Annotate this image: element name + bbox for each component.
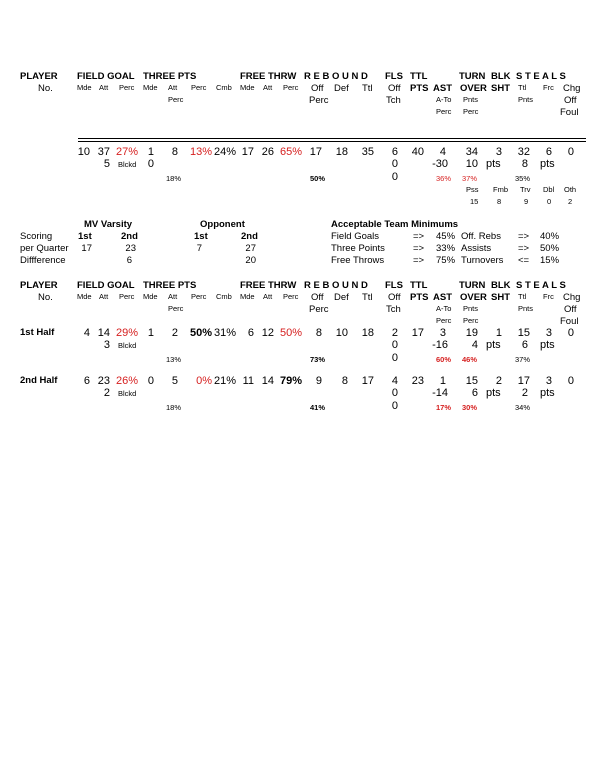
reb-off-perc: 41% [310,403,326,412]
steals-heading: S T E A L S [516,280,566,291]
subheading-ast-to: A-To [436,95,452,104]
minimum-operator: => [413,231,425,242]
turnover-points: 10 [465,158,478,170]
subheading-cmb: Cmb [216,292,232,301]
subheading-mde: Mde [77,292,92,301]
fouls-heading: FLS [385,71,403,82]
assists: 4 [439,146,446,158]
fg-attempts: 23 [97,375,110,387]
subheading-mde: Mde [77,83,92,92]
forced: 6 [545,146,552,158]
charges: 0 [567,375,574,387]
steal-pnts-perc: 37% [515,355,531,364]
blocked-label: Blckd [118,341,137,350]
subheading-att: Att [99,83,109,92]
turnover-points: 6 [471,387,478,399]
half-label: 1st Half [20,327,55,338]
opp-q1: 7 [196,243,202,254]
subheading-ast: AST [433,83,452,94]
minimum-operator: => [413,255,425,266]
steal-points: 8 [521,158,528,170]
minimum-label: Free Throws [331,255,385,266]
field-goal-heading: FIELD GOAL [77,280,135,291]
subheading-def: Def [334,292,349,303]
steal-pnts-perc: 34% [515,403,531,412]
fouls-row2: 0 [391,387,398,399]
subheading-ast-perc: Perc [436,316,452,325]
minimum-operator: => [413,243,425,254]
minimum-operator-2: <= [518,255,530,266]
subheading-mde3: Mde [240,83,255,92]
subheading-foul: Foul [560,316,579,327]
subheading-sht: SHT [491,292,510,303]
steals-total: 32 [517,146,530,158]
ast-to-diff: -14 [432,387,448,399]
turnover-points: 4 [471,339,478,351]
three-pts-heading: THREE PTS [143,280,197,291]
subheading-reb-perc: Perc [309,95,329,106]
subheading-pts: PTS [410,292,429,303]
subheading-att2: Att [168,292,178,301]
ft-percent: 79% [279,375,302,387]
tp-made: 1 [147,146,154,158]
opp-q2: 27 [245,243,256,254]
steal-type-value: 9 [524,197,529,206]
diff-q1: 6 [126,255,132,266]
minimum-label: Three Points [331,243,385,254]
tp-att-perc: 18% [166,174,182,183]
minimum-operator-2: => [518,243,530,254]
steal-pts-label: pts [540,339,555,351]
tp-percent: 0% [196,375,212,387]
steal-type-value: 2 [568,197,573,206]
subheading-att: Att [99,292,109,301]
ft-made: 17 [241,146,254,158]
steal-type-value: 0 [547,197,552,206]
total-points: 23 [411,375,424,387]
fouls-row3: 0 [391,171,398,183]
subheading-off2: Off [388,83,401,94]
subheading-perc: Perc [119,83,135,92]
minimum-label-2: Off. Rebs [461,231,501,242]
turn-heading: TURN [459,280,486,291]
subheading-steals_ttl: Ttl [518,83,527,92]
turnovers: 34 [465,146,478,158]
subheading-reb-perc: Perc [309,304,329,315]
subheading-cmb: Cmb [216,83,232,92]
mv-q1: 17 [81,243,92,254]
subheading-steal-points: Pnts [518,304,534,313]
turnover-pts-label: pts [486,387,501,399]
rebound-heading: R E B O U N D [304,71,368,82]
number-heading: No. [38,83,53,94]
steal-type-label: Dbl [543,185,555,194]
subheading-sht: SHT [491,83,510,94]
fg-percent: 27% [115,146,138,158]
subheading-ast-to: A-To [436,304,452,313]
player-heading: PLAYER [20,280,58,291]
subheading-steal-points: Pnts [518,95,534,104]
steal-type-value: 8 [497,197,502,206]
reb-total: 18 [361,327,374,339]
tp-percent: 13% [189,146,212,158]
steal-pts-label: pts [540,158,555,170]
steals-total: 17 [517,375,530,387]
mv-varsity-heading: MV Varsity [84,219,133,230]
tp-row2: 0 [147,158,154,170]
reb-off-perc: 50% [310,174,326,183]
subheading-tp-att-perc: Perc [168,95,184,104]
steal-type-label: Pss [466,185,479,194]
steal-type-value: 15 [470,197,479,206]
totals-divider-top [78,138,586,139]
fouls: 2 [391,327,398,339]
fg-made: 4 [83,327,90,339]
ast-to-perc: 36% [436,174,452,183]
blocked-label: Blckd [118,160,137,169]
subheading-perc2: Perc [191,83,207,92]
fg-made: 6 [83,375,90,387]
mv-q2: 23 [125,243,136,254]
blocked-shots: 1 [495,327,502,339]
combined-percent: 31% [213,327,236,339]
fouls-row2: 0 [391,158,398,170]
subheading-perc3: Perc [283,292,299,301]
minimum-value: 75% [436,255,456,266]
ast-to-perc: 17% [436,403,452,412]
totals-divider-bottom [78,141,586,142]
minimum-value: 45% [436,231,456,242]
subheading-ttl: Ttl [362,83,373,94]
subheading-touch: Tch [386,304,401,315]
subheading-chg-off: Off [564,95,577,106]
fg-attempts-blocked: 5 [103,158,110,170]
fg-percent: 26% [115,375,138,387]
subheading-def: Def [334,83,349,94]
subheading-perc: Perc [119,292,135,301]
opp-first-label: 1st [194,231,208,242]
diff-q2: 20 [245,255,256,266]
ft-attempts: 14 [261,375,274,387]
steal-type-label: Fmb [493,185,508,194]
subheading-turn-points: Pnts [463,95,479,104]
minimum-label: Field Goals [331,231,380,242]
player-heading: PLAYER [20,71,58,82]
free-throw-heading: FREE THRW [240,71,297,82]
turnover-pnts-perc: 37% [462,174,478,183]
steals-total: 15 [517,327,530,339]
fouls: 6 [391,146,398,158]
subheading-frc: Frc [543,292,554,301]
blocked-label: Blckd [118,389,137,398]
subheading-frc: Frc [543,83,554,92]
difference-label: Diffference [20,255,66,266]
three-pts-heading: THREE PTS [143,71,197,82]
fg-attempts: 14 [97,327,110,339]
fg-made: 10 [77,146,90,158]
steal-pts-label: pts [540,387,555,399]
steal-type-label: Oth [564,185,577,194]
rebound-heading: R E B O U N D [304,280,368,291]
total-heading: TTL [410,71,428,82]
tp-att-perc: 13% [166,355,182,364]
tp-percent: 50% [189,327,212,339]
subheading-turn-perc: Perc [463,107,479,116]
reb-off-perc: 73% [310,355,326,364]
reb-off: 8 [315,327,322,339]
fg-attempts-blocked: 2 [103,387,110,399]
subheading-off: Off [311,292,324,303]
fg-attempts: 37 [97,146,110,158]
turnovers: 15 [465,375,478,387]
minimum-value: 33% [436,243,456,254]
minimum-value-2: 15% [540,255,560,266]
blocked-shots: 2 [495,375,502,387]
turn-heading: TURN [459,71,486,82]
turnovers: 19 [465,327,478,339]
charges: 0 [567,327,574,339]
ast-to-perc: 60% [436,355,452,364]
fouls: 4 [391,375,398,387]
turnover-pts-label: pts [486,158,501,170]
reb-def: 10 [335,327,348,339]
fg-attempts-blocked: 3 [103,339,110,351]
blocked-shots: 3 [495,146,502,158]
assists: 1 [439,375,446,387]
fouls-heading: FLS [385,280,403,291]
fouls-row2: 0 [391,339,398,351]
tp-made: 1 [147,327,154,339]
total-heading: TTL [410,280,428,291]
subheading-off2: Off [388,292,401,303]
subheading-ttl: Ttl [362,292,373,303]
steal-points: 6 [521,339,528,351]
subheading-mde2: Mde [143,292,158,301]
subheading-att3: Att [263,292,273,301]
forced: 3 [545,327,552,339]
tp-made: 0 [147,375,154,387]
blk-heading: BLK [491,71,511,82]
minimum-value-2: 40% [540,231,560,242]
subheading-touch: Tch [386,95,401,106]
charges: 0 [567,146,574,158]
forced: 3 [545,375,552,387]
minimum-value-2: 50% [540,243,560,254]
subheading-foul: Foul [560,107,579,118]
opponent-heading: Opponent [200,219,245,230]
subheading-steals_ttl: Ttl [518,292,527,301]
ft-attempts: 12 [261,327,274,339]
subheading-ast: AST [433,292,452,303]
ft-made: 11 [242,375,254,387]
steal-points: 2 [521,387,528,399]
reb-def: 8 [341,375,348,387]
reb-def: 18 [335,146,348,158]
subheading-chg: Chg [563,292,581,303]
turnover-pnts-perc: 46% [462,355,478,364]
subheading-ast-perc: Perc [436,107,452,116]
total-points: 40 [411,146,424,158]
turnover-pnts-perc: 30% [462,403,478,412]
reb-off: 9 [315,375,322,387]
subheading-mde3: Mde [240,292,255,301]
ast-to-diff: -30 [432,158,448,170]
subheading-chg: Chg [563,83,581,94]
steal-type-label: Trv [520,185,531,194]
mv-first-label: 1st [78,231,92,242]
reb-total: 17 [361,375,374,387]
combined-percent: 24% [213,146,236,158]
fg-percent: 29% [115,327,138,339]
free-throw-heading: FREE THRW [240,280,297,291]
subheading-over: OVER [460,292,487,303]
mv-second-label: 2nd [121,231,138,242]
tp-attempts: 8 [171,146,178,158]
subheading-chg-off: Off [564,304,577,315]
scoring-label: Scoring [20,231,53,242]
subheading-tp-att-perc: Perc [168,304,184,313]
subheading-pts: PTS [410,83,429,94]
steal-pnts-perc: 35% [515,174,531,183]
combined-percent: 21% [213,375,236,387]
subheading-perc2: Perc [191,292,207,301]
subheading-mde2: Mde [143,83,158,92]
minimums-title: Acceptable Team Minimums [331,219,459,230]
number-heading: No. [38,292,53,303]
minimum-operator-2: => [518,231,530,242]
tp-attempts: 2 [171,327,178,339]
total-points: 17 [411,327,424,339]
fouls-row3: 0 [391,352,398,364]
ft-percent: 65% [279,146,302,158]
blk-heading: BLK [491,280,511,291]
subheading-turn-perc: Perc [463,316,479,325]
steals-heading: S T E A L S [516,71,566,82]
tp-att-perc: 18% [166,403,182,412]
tp-attempts: 5 [171,375,178,387]
ast-to-diff: -16 [432,339,448,351]
reb-off: 17 [309,146,322,158]
subheading-off: Off [311,83,324,94]
subheading-perc3: Perc [283,83,299,92]
field-goal-heading: FIELD GOAL [77,71,135,82]
reb-total: 35 [361,146,374,158]
half-label: 2nd Half [20,375,58,386]
subheading-att2: Att [168,83,178,92]
fouls-row3: 0 [391,400,398,412]
ft-attempts: 26 [261,146,274,158]
ft-percent: 50% [279,327,302,339]
subheading-turn-points: Pnts [463,304,479,313]
per-quarter-label: per Quarter [20,243,69,254]
turnover-pts-label: pts [486,339,501,351]
minimum-label-2: Assists [461,243,492,254]
opp-second-label: 2nd [241,231,258,242]
assists: 3 [439,327,446,339]
minimum-label-2: Turnovers [461,255,504,266]
subheading-att3: Att [263,83,273,92]
ft-made: 6 [247,327,254,339]
subheading-over: OVER [460,83,487,94]
